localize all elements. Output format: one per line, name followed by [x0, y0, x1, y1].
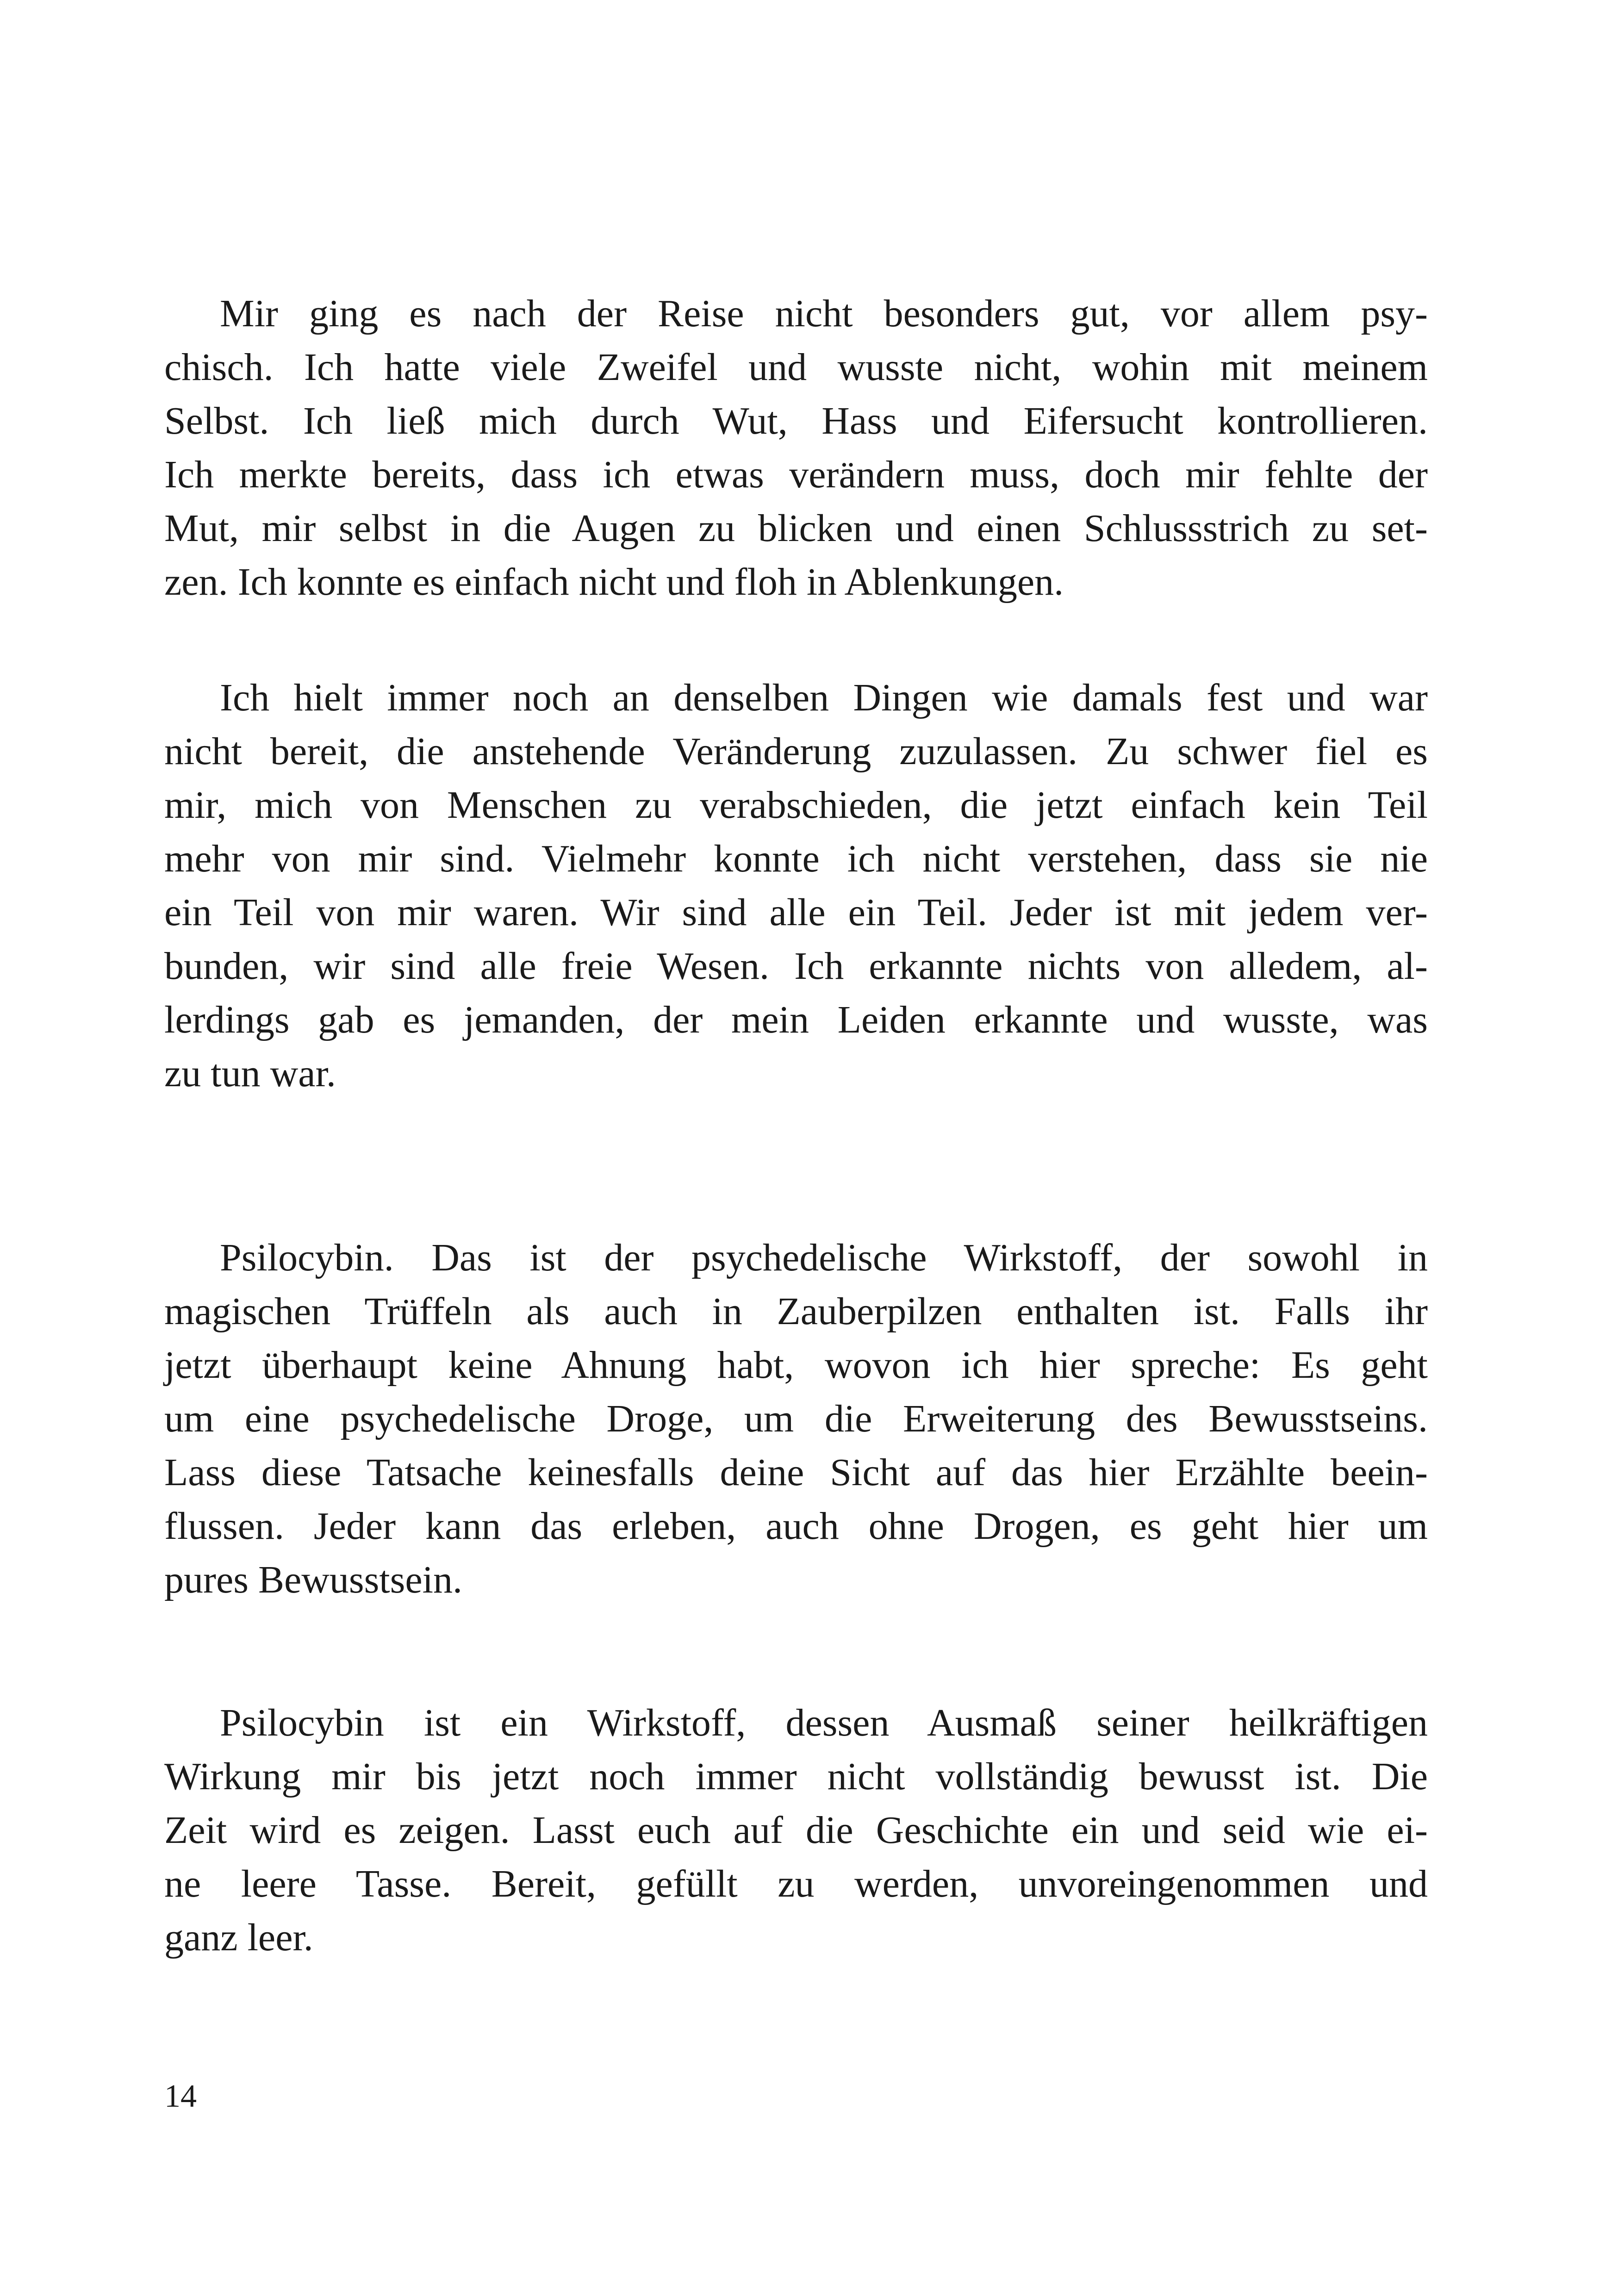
text-line: mir, mich von Menschen zu verabschieden, die jetzt einfach kein Teil	[164, 784, 1428, 827]
text-line: Wirkung mir bis jetzt noch immer nicht vollständig bewusst ist. Die	[164, 1755, 1428, 1798]
text-line: pures Bewusstsein.	[164, 1558, 462, 1601]
paragraph-1	[164, 287, 1428, 609]
paragraph-4	[164, 1696, 1428, 1965]
text-line: Mir ging es nach der Reise nicht besonders gut, vor allem psy-	[220, 292, 1428, 335]
text-line: jetzt überhaupt keine Ahnung habt, wovon ich hier spreche: Es geht	[164, 1344, 1428, 1387]
paragraph-3	[164, 1231, 1428, 1607]
text-line: Psilocybin. Das ist der psychedelische Wirkstoff, der sowohl in	[220, 1236, 1428, 1279]
text-line: um eine psychedelische Droge, um die Erweiterung des Bewusstseins.	[164, 1397, 1428, 1440]
text-line: ein Teil von mir waren. Wir sind alle ein Teil. Jeder ist mit jedem ver-	[164, 891, 1428, 934]
text-line: ganz leer.	[164, 1916, 313, 1959]
text-line: mehr von mir sind. Vielmehr konnte ich nicht verstehen, dass sie nie	[164, 837, 1428, 880]
text-line: ne leere Tasse. Bereit, gefüllt zu werden, unvoreingenommen und	[164, 1862, 1428, 1905]
text-line: Lass diese Tatsache keinesfalls deine Sicht auf das hier Erzählte beein-	[164, 1451, 1428, 1494]
text-line: chisch. Ich hatte viele Zweifel und wusste nicht, wohin mit meinem	[164, 346, 1428, 389]
page-number: 14	[164, 2078, 197, 2114]
text-line: flussen. Jeder kann das erleben, auch ohne Drogen, es geht hier um	[164, 1505, 1428, 1548]
text-line: Selbst. Ich ließ mich durch Wut, Hass und Eifersucht kontrollieren.	[164, 399, 1428, 442]
text-line: bunden, wir sind alle freie Wesen. Ich erkannte nichts von alledem, al-	[164, 945, 1428, 988]
text-line: Psilocybin ist ein Wirkstoff, dessen Ausmaß seiner heilkräftigen	[220, 1701, 1428, 1744]
text-line: Ich hielt immer noch an denselben Dingen wie damals fest und war	[220, 676, 1428, 719]
text-line: nicht bereit, die anstehende Veränderung zuzulassen. Zu schwer fiel es	[164, 730, 1428, 773]
text-line: magischen Trüffeln als auch in Zauberpilzen enthalten ist. Falls ihr	[164, 1290, 1428, 1333]
text-line: Mut, mir selbst in die Augen zu blicken und einen Schlussstrich zu set-	[164, 507, 1428, 550]
text-line: zen. Ich konnte es einfach nicht und floh in Ablenkungen.	[164, 560, 1064, 604]
text-line: Ich merkte bereits, dass ich etwas verändern muss, doch mir fehlte der	[164, 453, 1428, 496]
paragraph-2	[164, 671, 1428, 1101]
text-line: zu tun war.	[164, 1052, 336, 1095]
text-line: lerdings gab es jemanden, der mein Leiden erkannte und wusste, was	[164, 998, 1428, 1041]
text-line: Zeit wird es zeigen. Lasst euch auf die Geschichte ein und seid wie ei-	[164, 1809, 1428, 1852]
